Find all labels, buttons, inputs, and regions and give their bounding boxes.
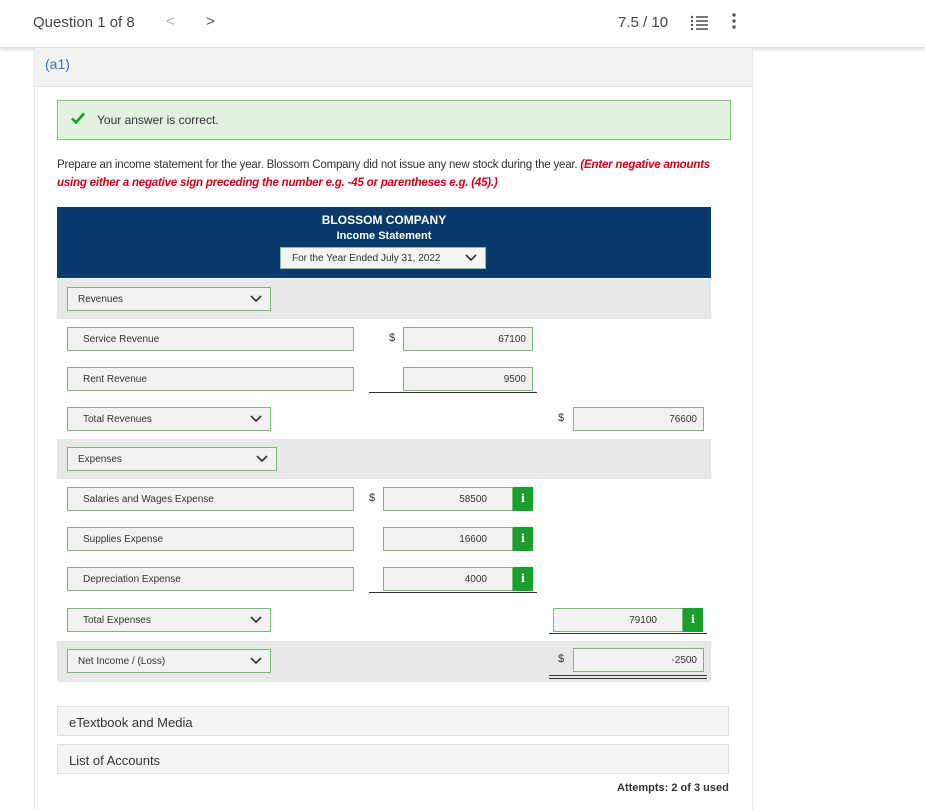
etextbook-label: eTextbook and Media xyxy=(69,715,193,730)
rent-revenue-amount[interactable] xyxy=(403,367,533,391)
double-underline-top xyxy=(549,675,707,676)
net-income-amount[interactable] xyxy=(573,648,704,672)
total-revenues-label: Total Revenues xyxy=(83,414,152,425)
top-bar xyxy=(0,0,925,48)
subtotal-underline xyxy=(549,633,707,634)
chevron-down-icon xyxy=(256,455,268,463)
instructions xyxy=(57,157,733,192)
feedback-box xyxy=(57,100,731,140)
etextbook-media-link[interactable] xyxy=(57,706,729,736)
expenses-heading-select[interactable] xyxy=(67,447,277,471)
depreciation-account[interactable] xyxy=(67,567,354,591)
supplies-value: 16600 xyxy=(459,534,487,545)
chevron-down-icon xyxy=(250,295,262,303)
service-revenue-account[interactable] xyxy=(67,327,354,351)
feedback-text: Your answer is correct. xyxy=(97,113,219,127)
statement-title: Income Statement xyxy=(336,230,432,242)
net-income-value: -2500 xyxy=(671,655,697,666)
total-revenues-select[interactable] xyxy=(67,407,271,431)
subtotal-underline xyxy=(369,392,537,393)
period-select[interactable] xyxy=(280,247,486,269)
revenues-heading-row xyxy=(57,279,711,319)
instructions-main: Prepare an income statement for the year. Blossom Company did not issue any new stock during the year. xyxy=(57,159,581,171)
salaries-label: Salaries and Wages Expense xyxy=(83,494,214,505)
total-expenses-label: Total Expenses xyxy=(83,615,151,626)
net-income-row xyxy=(57,641,711,682)
list-icon[interactable] xyxy=(690,14,708,32)
total-revenues-value: 76600 xyxy=(669,414,697,425)
period-select-value: For the Year Ended July 31, 2022 xyxy=(292,253,441,264)
salaries-amount[interactable] xyxy=(383,487,526,511)
attempts-counter: Attempts: 2 of 3 used xyxy=(617,782,729,794)
check-icon xyxy=(71,112,85,124)
chevron-down-icon xyxy=(250,657,262,665)
previous-question-button[interactable]: < xyxy=(166,13,175,30)
supplies-amount[interactable] xyxy=(383,527,526,551)
info-icon[interactable]: i xyxy=(513,527,533,551)
question-panel xyxy=(34,48,753,810)
supplies-label: Supplies Expense xyxy=(83,534,164,545)
question-counter: Question 1 of 8 xyxy=(33,14,135,31)
service-revenue-amount[interactable] xyxy=(403,327,533,351)
expenses-heading-row xyxy=(57,439,711,479)
salaries-account[interactable] xyxy=(67,487,354,511)
salaries-value: 58500 xyxy=(459,494,487,505)
revenues-heading-select[interactable] xyxy=(67,287,271,311)
rent-revenue-label: Rent Revenue xyxy=(83,374,147,385)
supplies-account[interactable] xyxy=(67,527,354,551)
currency-symbol: $ xyxy=(558,653,565,665)
part-label: (a1) xyxy=(45,56,70,72)
rent-revenue-account[interactable] xyxy=(67,367,354,391)
currency-symbol: $ xyxy=(369,492,376,504)
total-revenues-amount[interactable] xyxy=(573,407,704,431)
service-revenue-label: Service Revenue xyxy=(83,334,160,345)
list-of-accounts-link[interactable] xyxy=(57,744,729,774)
total-expenses-select[interactable] xyxy=(67,608,271,632)
subtotal-underline xyxy=(369,592,537,593)
revenues-heading-value: Revenues xyxy=(78,294,124,305)
total-expenses-amount[interactable] xyxy=(553,608,696,632)
expenses-heading-value: Expenses xyxy=(78,454,122,465)
info-icon[interactable]: i xyxy=(513,487,533,511)
list-of-accounts-label: List of Accounts xyxy=(69,753,161,768)
info-icon[interactable]: i xyxy=(513,567,533,591)
service-revenue-value: 67100 xyxy=(498,334,526,345)
more-vertical-icon[interactable] xyxy=(731,12,737,30)
chevron-down-icon xyxy=(250,415,262,423)
statement-header xyxy=(57,207,711,278)
net-income-label: Net Income / (Loss) xyxy=(78,656,166,667)
next-question-button[interactable]: > xyxy=(206,13,215,30)
total-expenses-value: 79100 xyxy=(629,615,657,626)
currency-symbol: $ xyxy=(389,332,396,344)
instructions-note: (Enter negative amounts using either a negative sign preceding the number e.g. -45 or parentheses e.g. (45).) xyxy=(57,159,710,189)
depreciation-label: Depreciation Expense xyxy=(83,574,181,585)
chevron-down-icon xyxy=(250,616,262,624)
depreciation-amount[interactable] xyxy=(383,567,526,591)
chevron-down-icon xyxy=(465,254,477,262)
info-icon[interactable]: i xyxy=(683,608,703,632)
net-income-select[interactable] xyxy=(67,649,271,673)
part-header xyxy=(35,48,752,87)
score-display: 7.5 / 10 xyxy=(618,14,669,31)
company-name: BLOSSOM COMPANY xyxy=(321,213,447,227)
depreciation-value: 4000 xyxy=(464,574,487,585)
currency-symbol: $ xyxy=(558,412,565,424)
double-underline-bottom xyxy=(549,678,707,679)
rent-revenue-value: 9500 xyxy=(503,374,526,385)
